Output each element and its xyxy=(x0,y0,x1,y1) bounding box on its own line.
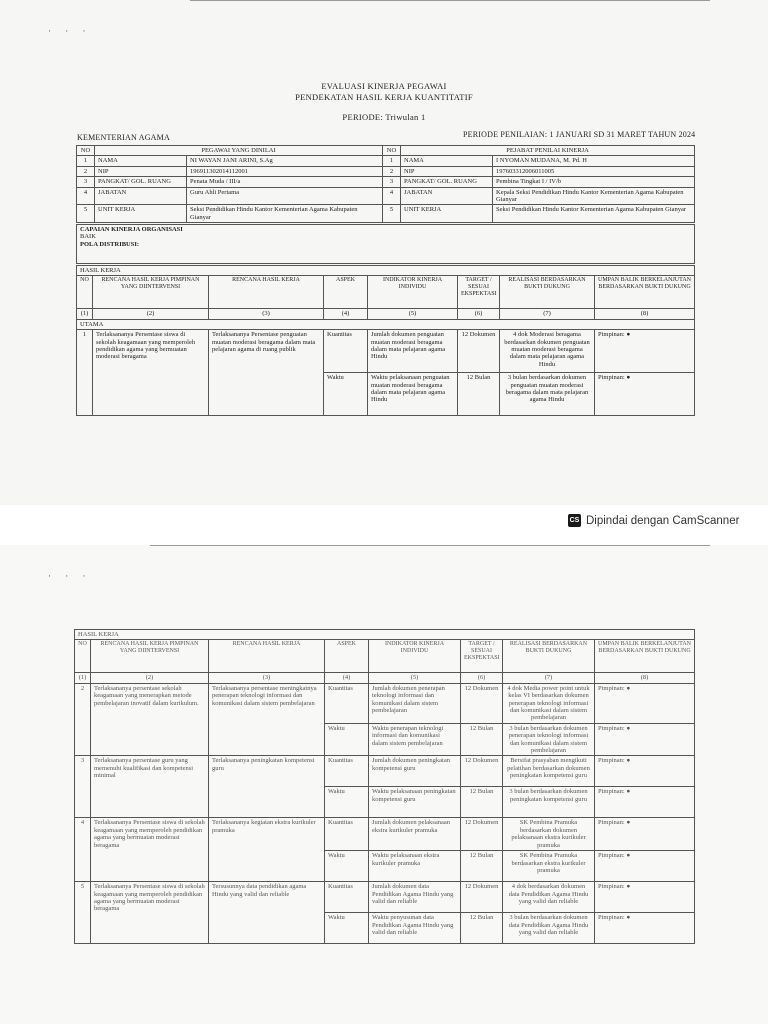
item-umpan-balik: Pimpinan: ● xyxy=(595,723,695,756)
hasil-kerja-section-label: HASIL KERJA xyxy=(77,266,695,276)
item-realisasi: 3 bulan berdasarkan dokumen peningkatan kompetensi guru xyxy=(503,787,595,818)
hasil-kerja-section-label-2: HASIL KERJA xyxy=(75,630,695,640)
capaian-value: BAIK xyxy=(80,233,96,241)
item-umpan-balik: Pimpinan: ● xyxy=(595,330,695,373)
hasil-col-number: (4) xyxy=(325,673,369,683)
pola-label: POLA DISTRIBUSI: xyxy=(80,240,140,248)
hasil-col-number: (3) xyxy=(209,673,325,683)
pejabat-header: PEJABAT PENILAI KINERJA xyxy=(401,146,695,156)
item-indikator: Jumlah dokumen penerapan teknologi informasi dan komunikasi dalam sistem pembelajaran xyxy=(369,683,461,723)
item-indikator: Waktu pelaksanaan penguatan muatan moderasi beragama dalam mata pelajaran agama Hindu xyxy=(368,373,458,416)
item-rencana-pimpinan: Terlaksananya persentase sekolah keagamaan yang menerapkan metode pembelajaran inovatif dalam kurikulum. xyxy=(91,683,209,756)
hasil-col-header: ASPEK xyxy=(324,276,368,309)
identity-row xyxy=(77,156,695,166)
id-row-value: 196911302014112001 xyxy=(187,166,383,176)
item-aspek: Waktu xyxy=(325,913,369,944)
item-umpan-balik: Pimpinan: ● xyxy=(595,373,695,416)
periode-label: PERIODE: Triwulan 1 xyxy=(342,112,426,122)
identity-row xyxy=(77,177,695,187)
item-target: 12 Dokumen xyxy=(461,818,503,851)
hasil-item-row xyxy=(75,756,695,787)
id-row-no-right: 2 xyxy=(383,166,401,176)
identity-table xyxy=(76,145,695,223)
id-no-header: NO xyxy=(77,146,95,156)
id-row-value: Seksi Pendidikan Hindu Kantor Kementerian Agama Kabupaten Gianyar xyxy=(187,205,383,223)
item-target: 12 Dokumen xyxy=(458,330,500,373)
item-rencana-pimpinan: Terlaksananya Persentase siswa di sekolah keagamaan yang memperoleh pendidikan agama yang bermuatan moderasi beragama xyxy=(91,818,209,882)
hasil-col-header: NO xyxy=(77,276,93,309)
item-realisasi: SK Pembina Pramuka berdasarkan dokumen pelaksanaan ekstra kurikuler pramuka xyxy=(503,818,595,851)
item-aspek: Waktu xyxy=(324,373,368,416)
document-subtitle: PENDEKATAN HASIL KERJA KUANTITATIF xyxy=(295,92,473,102)
item-umpan-balik: Pimpinan: ● xyxy=(595,882,695,913)
item-aspek: Kuantitas xyxy=(325,756,369,787)
scan-speckles: · · · xyxy=(48,26,92,36)
page-top-edge xyxy=(190,0,710,1)
item-aspek: Waktu xyxy=(325,851,369,882)
id-row-label-right: NIP xyxy=(401,166,493,176)
hasil-header-row xyxy=(75,640,695,673)
item-indikator: Waktu pelaksanaan peningkatan kompetensi guru xyxy=(369,787,461,818)
hasil-col-number: (4) xyxy=(324,309,368,319)
id-row-label: NAMA xyxy=(95,156,187,166)
id-row-label: NIP xyxy=(95,166,187,176)
hasil-col-number: (1) xyxy=(77,309,93,319)
item-rencana: Tersusunnya data pendidikan agama Hindu yang valid dan reliable xyxy=(209,882,325,944)
hasil-col-number: (3) xyxy=(209,309,324,319)
id-row-value: Penata Muda / III/a xyxy=(187,177,383,187)
item-realisasi: Bersifat prasyaban mengikuti pelatihan berdasarkan dokumen peningkatan kompetensi guru xyxy=(503,756,595,787)
id-row-no: 4 xyxy=(77,187,95,205)
identity-row xyxy=(77,166,695,176)
hasil-col-number: (6) xyxy=(458,309,500,319)
id-row-label-right: NAMA xyxy=(401,156,493,166)
item-indikator: Jumlah dokumen pelaksanaan ekstra kurikuler pramuka xyxy=(369,818,461,851)
pegawai-header: PEGAWAI YANG DINILAI xyxy=(95,146,383,156)
item-target: 12 Dokumen xyxy=(461,683,503,723)
id-row-no-right: 4 xyxy=(383,187,401,205)
hasil-col-header: NO xyxy=(75,640,91,673)
item-rencana: Terlaksananya peningkatan kompetensi guru xyxy=(209,756,325,818)
item-realisasi: 3 bulan berdasarkan dokumen data Pendidikan Agama Hindu yang valid dan reliable xyxy=(503,913,595,944)
hasil-kerja-table-page2 xyxy=(74,629,695,944)
item-no: 2 xyxy=(75,683,91,756)
item-realisasi: 4 dok Media power point untuk kelas VI berdasarkan dokumen penerapan teknologi informasi dan komunikasi dalam sistem pembelajaran xyxy=(503,683,595,723)
item-umpan-balik: Pimpinan: ● xyxy=(595,913,695,944)
hasil-col-header: ASPEK xyxy=(325,640,369,673)
item-umpan-balik: Pimpinan: ● xyxy=(595,851,695,882)
item-target: 12 Dokumen xyxy=(461,882,503,913)
hasil-col-header: RENCANA HASIL KERJA xyxy=(209,640,325,673)
hasil-item-row xyxy=(75,683,695,723)
hasil-col-number: (8) xyxy=(595,309,695,319)
id-row-no: 1 xyxy=(77,156,95,166)
item-rencana-pimpinan: Terlaksananya Persentase siswa di sekolah keagamaan yang memperoleh pendidikan agama yang bermuatan moderasi beragama xyxy=(93,330,209,416)
hasil-number-row xyxy=(75,673,695,683)
item-umpan-balik: Pimpinan: ● xyxy=(595,787,695,818)
item-aspek: Waktu xyxy=(325,723,369,756)
hasil-col-number: (6) xyxy=(461,673,503,683)
id-row-value: NI WAYAN JANI ARINI, S.Ag xyxy=(187,156,383,166)
utama-label: UTAMA xyxy=(77,319,695,329)
id-row-label: PANGKAT/ GOL. RUANG xyxy=(95,177,187,187)
id-row-no-right: 1 xyxy=(383,156,401,166)
item-aspek: Waktu xyxy=(325,787,369,818)
item-umpan-balik: Pimpinan: ● xyxy=(595,756,695,787)
item-indikator: Jumlah dokumen penguatan muatan moderasi beragama dalam mata pelajaran agama Hindu xyxy=(368,330,458,373)
item-aspek: Kuantitas xyxy=(325,683,369,723)
camscanner-watermark xyxy=(568,514,739,527)
item-indikator: Jumlah dokumen data Pendidikan Agama Hindu yang valid dan reliable xyxy=(369,882,461,913)
hasil-col-number: (5) xyxy=(368,309,458,319)
item-realisasi: 4 dok berdasarkan dokumen data Pendidikan Agama Hindu yang valid dan reliable xyxy=(503,882,595,913)
hasil-col-header: UMPAN BALIK BERKELANJUTAN BERDASARKAN BUKTI DUKUNG xyxy=(595,276,695,309)
item-rencana: Terlaksananya kegiatan ekstra kurikuler pramuka xyxy=(209,818,325,882)
hasil-col-header: REALISASI BERDASARKAN BUKTI DUKUNG xyxy=(503,640,595,673)
hasil-col-header: INDIKATOR KINERJA INDIVIDU xyxy=(368,276,458,309)
hasil-col-number: (7) xyxy=(500,309,595,319)
id-row-no: 5 xyxy=(77,205,95,223)
hasil-col-header: TARGET / SESUAI EKSPEKTASI xyxy=(458,276,500,309)
item-target: 12 Bulan xyxy=(461,851,503,882)
item-indikator: Jumlah dokumen peningkatan kompetensi guru xyxy=(369,756,461,787)
id-row-no-right: 5 xyxy=(383,205,401,223)
hasil-col-header: TARGET / SESUAI EKSPEKTASI xyxy=(461,640,503,673)
identity-row xyxy=(77,187,695,205)
hasil-col-header: UMPAN BALIK BERKELANJUTAN BERDASARKAN BUKTI DUKUNG xyxy=(595,640,695,673)
id-row-no-right: 3 xyxy=(383,177,401,187)
id-row-label-right: PANGKAT/ GOL. RUANG xyxy=(401,177,493,187)
item-realisasi: 4 dok Moderasi beragama berdasarkan dokumen penguatan muatan moderasi beragama dalam mata pelajaran agama Hindu xyxy=(500,330,595,373)
hasil-col-header: REALISASI BERDASARKAN BUKTI DUKUNG xyxy=(500,276,595,309)
item-realisasi: SK Pembina Pramuka berdasarkan ekstra kurikuler pramuka xyxy=(503,851,595,882)
capaian-box xyxy=(76,224,695,264)
scanned-page-2 xyxy=(0,545,768,1024)
item-target: 12 Bulan xyxy=(461,723,503,756)
id-row-value: Guru Ahli Pertama xyxy=(187,187,383,205)
hasil-col-number: (5) xyxy=(369,673,461,683)
id-row-no: 3 xyxy=(77,177,95,187)
capaian-label: CAPAIAN KINERJA ORGANISASI xyxy=(80,226,183,233)
hasil-col-header: RENCANA HASIL KERJA PIMPINAN YANG DIINTERVENSI xyxy=(93,276,209,309)
id-row-value-right: Seksi Pendidikan Hindu Kantor Kementerian Agama Kabupaten Gianyar xyxy=(493,205,695,223)
id-row-no: 2 xyxy=(77,166,95,176)
camscanner-logo-icon: CS xyxy=(568,514,581,527)
item-aspek: Kuantitas xyxy=(325,818,369,851)
id-no-header-right: NO xyxy=(383,146,401,156)
item-aspek: Kuantitas xyxy=(324,330,368,373)
item-no: 3 xyxy=(75,756,91,818)
hasil-item-row xyxy=(75,882,695,913)
id-row-label: JABATAN xyxy=(95,187,187,205)
item-rencana: Terlaksananya Persentase penguatan muatan moderasi beragama dalam mata pelajaran agama di ruang publik xyxy=(209,330,324,416)
scan-speckles: · · · xyxy=(48,571,92,581)
hasil-header-row xyxy=(77,276,695,309)
hasil-item-row xyxy=(77,330,695,373)
hasil-col-number: (8) xyxy=(595,673,695,683)
item-rencana: Terlaksananya persentase meningkatnya penerapan teknologi informasi dan komunikasi dalam sistem pembelajaran xyxy=(209,683,325,756)
id-row-value-right: I NYOMAN MUDANA, M. Pd. H xyxy=(493,156,695,166)
hasil-col-header: RENCANA HASIL KERJA xyxy=(209,276,324,309)
id-row-value-right: 197603312006011005 xyxy=(493,166,695,176)
item-no: 5 xyxy=(75,882,91,944)
hasil-item-row xyxy=(75,818,695,851)
item-target: 12 Bulan xyxy=(461,787,503,818)
item-indikator: Waktu penerapan teknologi informasi dan komunikasi dalam sistem pembelajaran xyxy=(369,723,461,756)
hasil-col-number: (7) xyxy=(503,673,595,683)
item-realisasi: 3 bulan berdasarkan dokumen penguatan muatan moderasi beragama dalam mata pelajaran agama Hindu xyxy=(500,373,595,416)
id-row-label-right: UNIT KERJA xyxy=(401,205,493,223)
item-target: 12 Dokumen xyxy=(461,756,503,787)
item-umpan-balik: Pimpinan: ● xyxy=(595,683,695,723)
instansi-label: KEMENTERIAN AGAMA xyxy=(77,133,170,142)
hasil-kerja-table-page1 xyxy=(76,265,695,416)
id-row-value-right: Kepala Seksi Pendidikan Hindu Kantor Kementerian Agama Kabupaten Gianyar xyxy=(493,187,695,205)
hasil-col-number: (2) xyxy=(93,309,209,319)
page-top-edge xyxy=(150,545,710,546)
item-no: 1 xyxy=(77,330,93,416)
hasil-col-header: INDIKATOR KINERJA INDIVIDU xyxy=(369,640,461,673)
id-row-label-right: JABATAN xyxy=(401,187,493,205)
hasil-col-number: (1) xyxy=(75,673,91,683)
item-umpan-balik: Pimpinan: ● xyxy=(595,818,695,851)
item-target: 12 Bulan xyxy=(458,373,500,416)
id-row-label: UNIT KERJA xyxy=(95,205,187,223)
item-rencana-pimpinan: Terlaksananya persentase guru yang memenuhi kualifikasi dan kompetensi minimal xyxy=(91,756,209,818)
identity-row xyxy=(77,205,695,223)
periode-penilaian-label: PERIODE PENILAIAN: 1 JANUARI SD 31 MARET TAHUN 2024 xyxy=(463,130,696,139)
item-target: 12 Bulan xyxy=(461,913,503,944)
id-row-value-right: Pembina Tingkat I / IV/b xyxy=(493,177,695,187)
camscanner-label: Dipindai dengan CamScanner xyxy=(586,514,740,527)
item-aspek: Kuantitas xyxy=(325,882,369,913)
hasil-col-number: (2) xyxy=(91,673,209,683)
item-indikator: Waktu pelaksanaan ekstra kurikuler pramuka xyxy=(369,851,461,882)
hasil-col-header: RENCANA HASIL KERJA PIMPINAN YANG DIINTERVENSI xyxy=(91,640,209,673)
item-realisasi: 3 bulan berdasarkan dokumen penerapan teknologi informasi dan komunikasi dalam sistem pembelajaran xyxy=(503,723,595,756)
item-indikator: Waktu penyusunan data Pendidikan Agama Hindu yang valid dan reliable xyxy=(369,913,461,944)
hasil-number-row xyxy=(77,309,695,319)
document-title: EVALUASI KINERJA PEGAWAI xyxy=(321,81,447,91)
item-no: 4 xyxy=(75,818,91,882)
item-rencana-pimpinan: Terlaksananya Persentase siswa di sekolah keagamaan yang memperoleh pendidikan agama yang bermuatan moderasi beragama xyxy=(91,882,209,944)
